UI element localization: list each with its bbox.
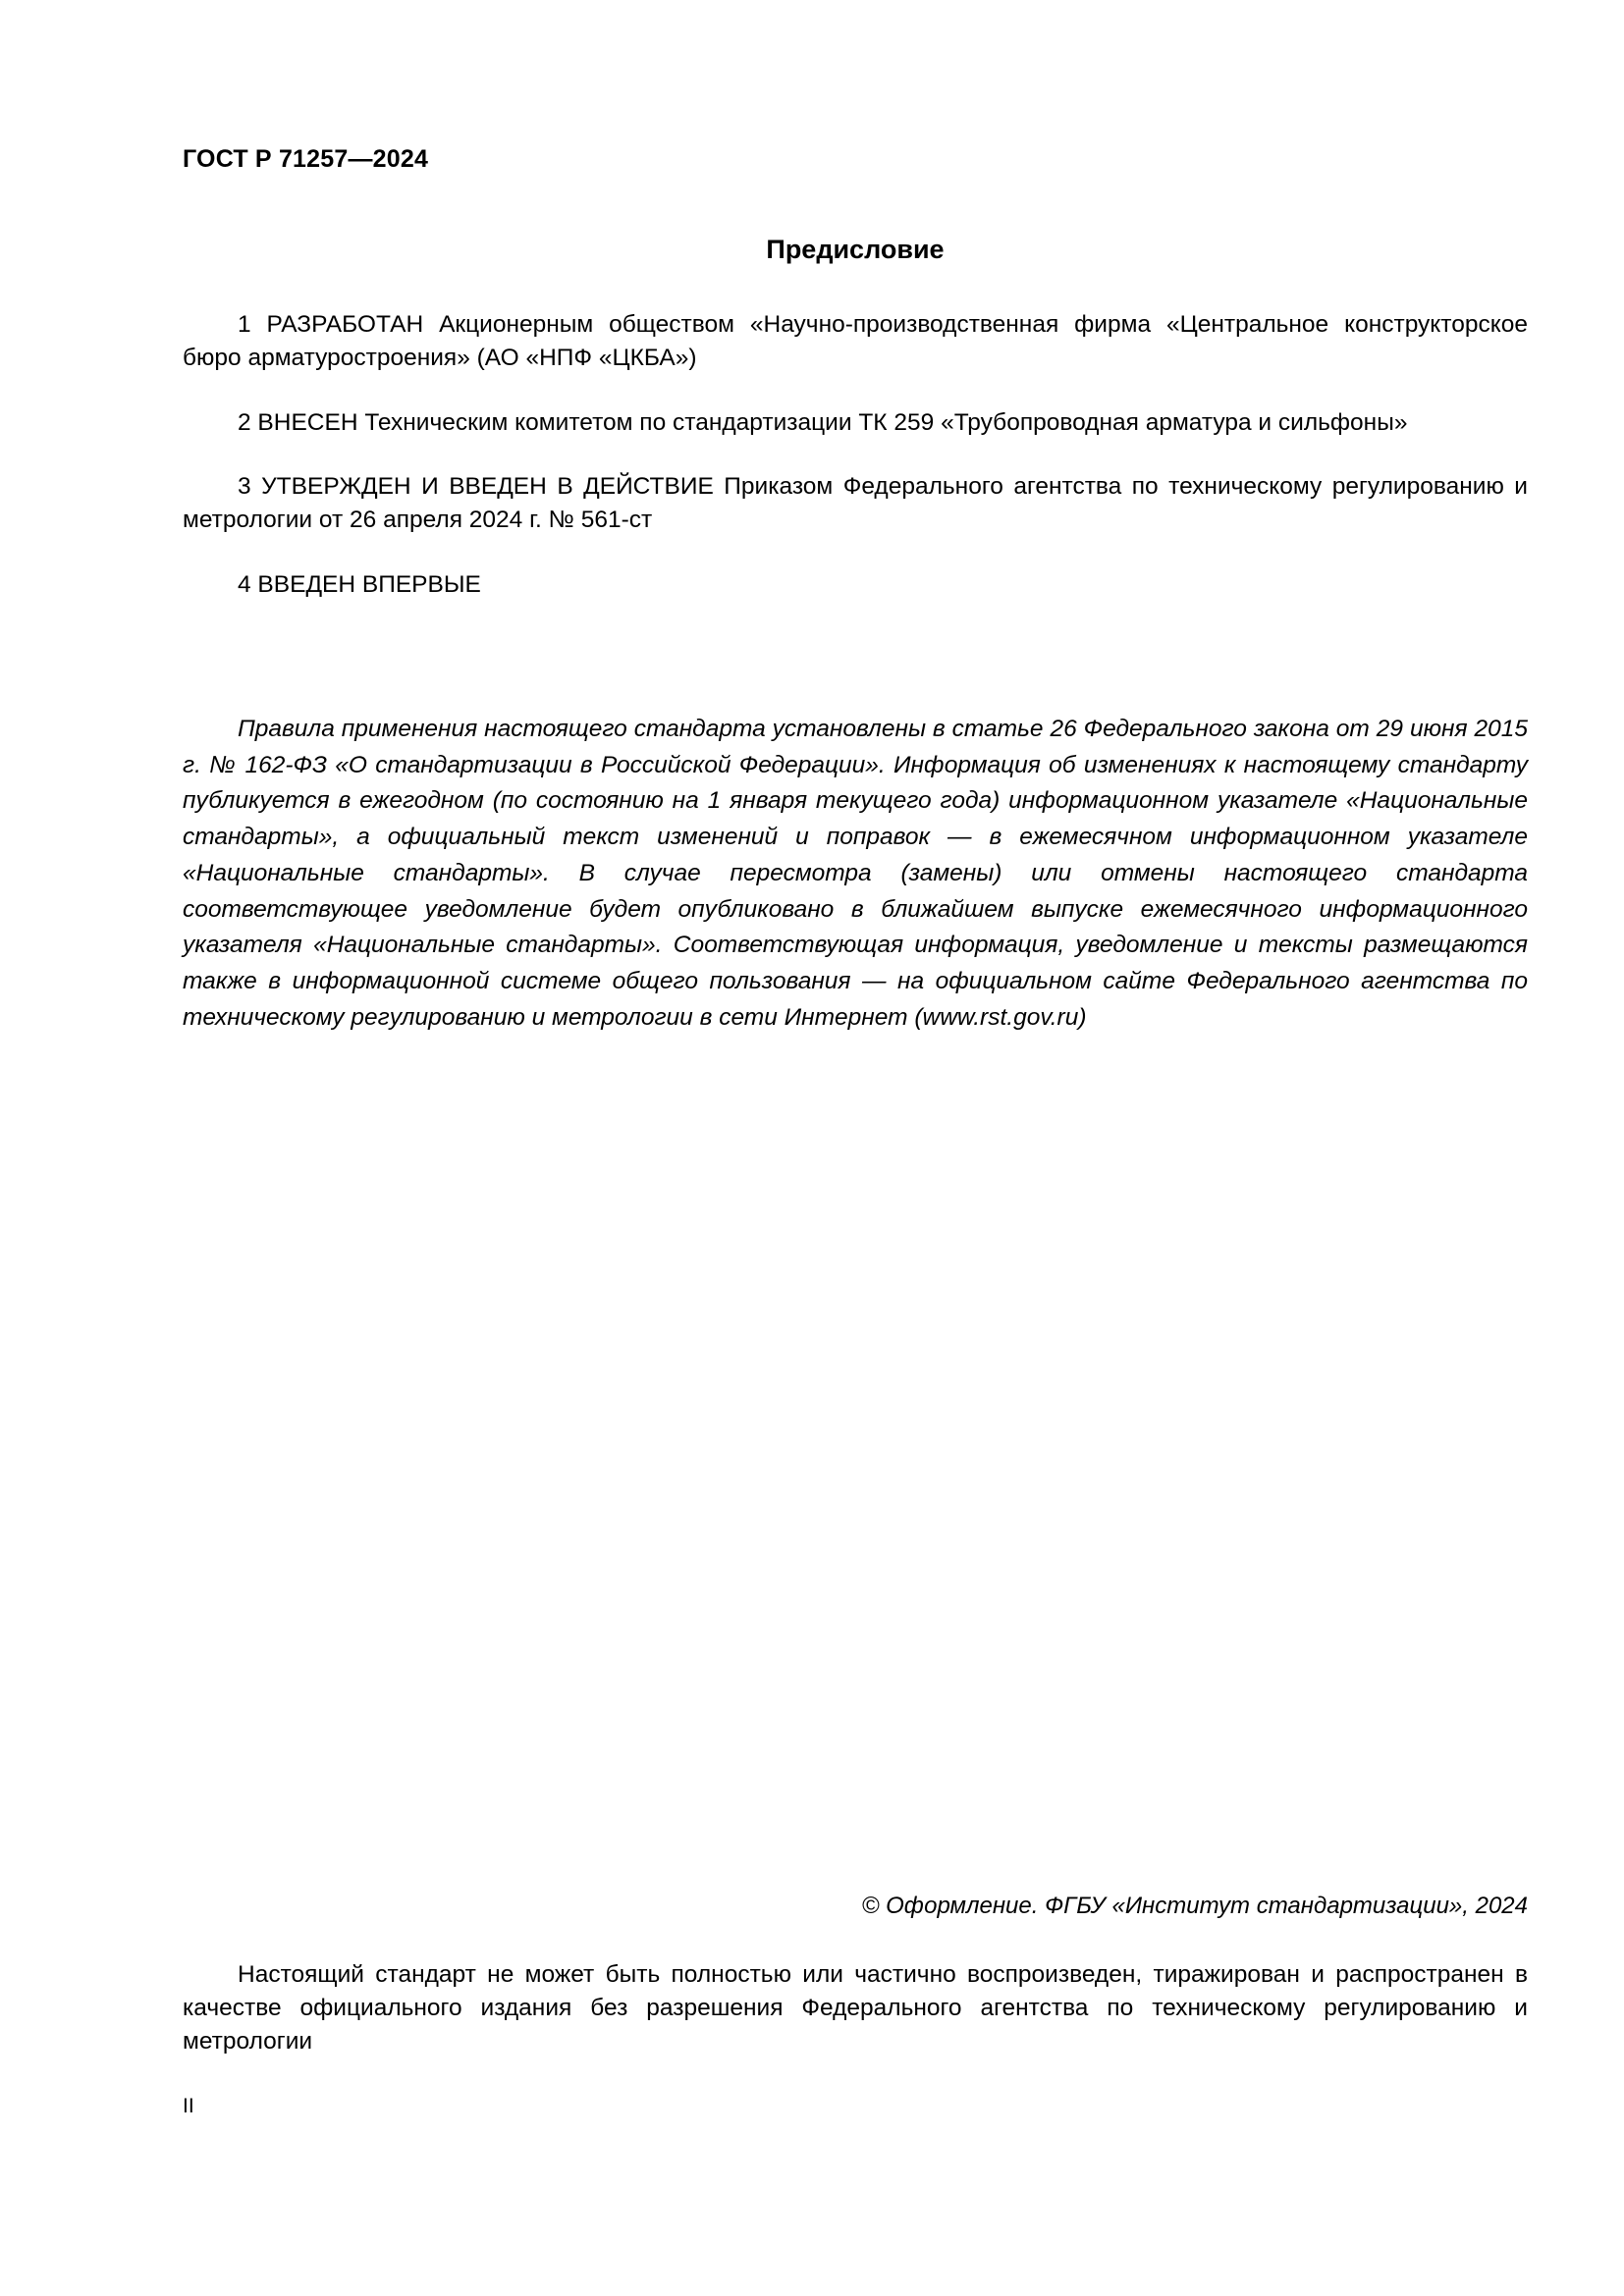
- clause-3-approved-by: 3 УТВЕРЖДЕН И ВВЕДЕН В ДЕЙСТВИЕ Приказом Федерального агентства по техническому регулированию и метрологии от 26 апреля 2024 г. № 561-ст: [183, 473, 1528, 534]
- clause-1-developed-by: 1 РАЗРАБОТАН Акционерным обществом «Научно-производственная фирма «Центральное конструкторское бюро арматуростроения» (АО «НПФ «ЦКБА»): [183, 311, 1528, 371]
- copyright-line: © Оформление. ФГБУ «Институт стандартизации», 2024: [861, 1893, 1528, 1919]
- standard-designation: ГОСТ Р 71257—2024: [183, 145, 429, 173]
- page-title: Предисловие: [766, 235, 945, 264]
- clause-4-introduced-first-time: 4 ВВЕДЕН ВПЕРВЫЕ: [238, 570, 481, 598]
- page-number: II: [183, 2095, 194, 2117]
- application-rules-paragraph: Правила применения настоящего стандарта установлены в статье 26 Федерального закона от 29 июня 2015 г. № 162-ФЗ «О стандартизации в Российской Федерации». Информация об изменениях к настоящему стандарту публикуется в ежегодном (по состоянию на 1 января текущего года) информационном указателе «Национальные стандарты», а официальный текст изменений и поправок — в ежемесячном информационном указателе «Национальные стандарты». В случае пересмотра (замены) или отмены настоящего стандарта соответствующее уведомление будет опубликовано в ближайшем выпуске ежемесячного информационного указателя «Национальные стандарты». Соответствующая информация, уведомление и тексты размещаются также в информационной системе общего пользования — на официальном сайте Федерального агентства по техническому регулированию и метрологии в сети Интернет (www.rst.gov.ru): [183, 715, 1528, 1031]
- page-content: [183, 145, 1528, 1060]
- clause-2-submitted-by: 2 ВНЕСЕН Техническим комитетом по стандартизации ТК 259 «Трубопроводная арматура и сильфоны»: [238, 408, 1408, 436]
- reproduction-notice: Настоящий стандарт не может быть полностью или частично воспроизведен, тиражирован и распространен в качестве официального издания без разрешения Федерального агентства по техническому регулированию и метрологии: [183, 1961, 1528, 2055]
